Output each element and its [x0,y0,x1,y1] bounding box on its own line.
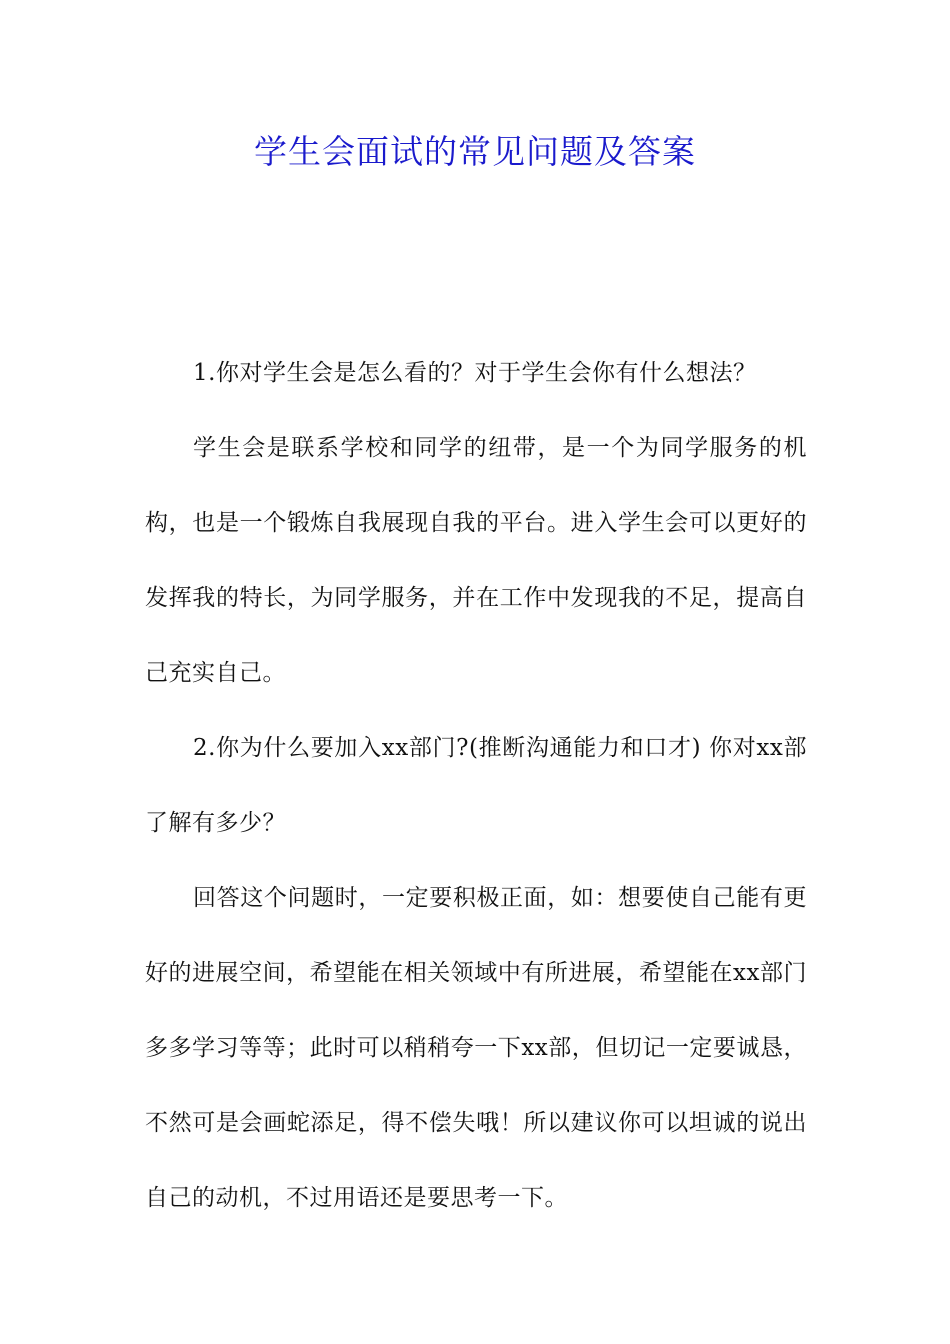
answer-1: 学生会是联系学校和同学的纽带，是一个为同学服务的机构，也是一个锻炼自我展现自我的平台。进入学生会可以更好的发挥我的特长，为同学服务，并在工作中发现我的不足，提高自己充实自己。 [145,435,807,686]
document-body [145,336,807,1236]
answer-2: 回答这个问题时，一定要积极正面，如：想要使自己能有更好的进展空间，希望能在相关领域中有所进展，希望能在xx部门多多学习等等；此时可以稍稍夸一下xx部，但切记一定要诚恳，不然可是会画蛇添足，得不偿失哦！所以建议你可以坦诚的说出自己的动机，不过用语还是要思考一下。 [145,885,807,1211]
document-title: 学生会面试的常见问题及答案 [254,132,696,171]
question-1: 1.你对学生会是怎么看的？对于学生会你有什么想法？ [193,360,757,386]
question-2: 2.你为什么要加入xx部门?(推断沟通能力和口才) 你对xx部了解有多少？ [145,735,807,836]
